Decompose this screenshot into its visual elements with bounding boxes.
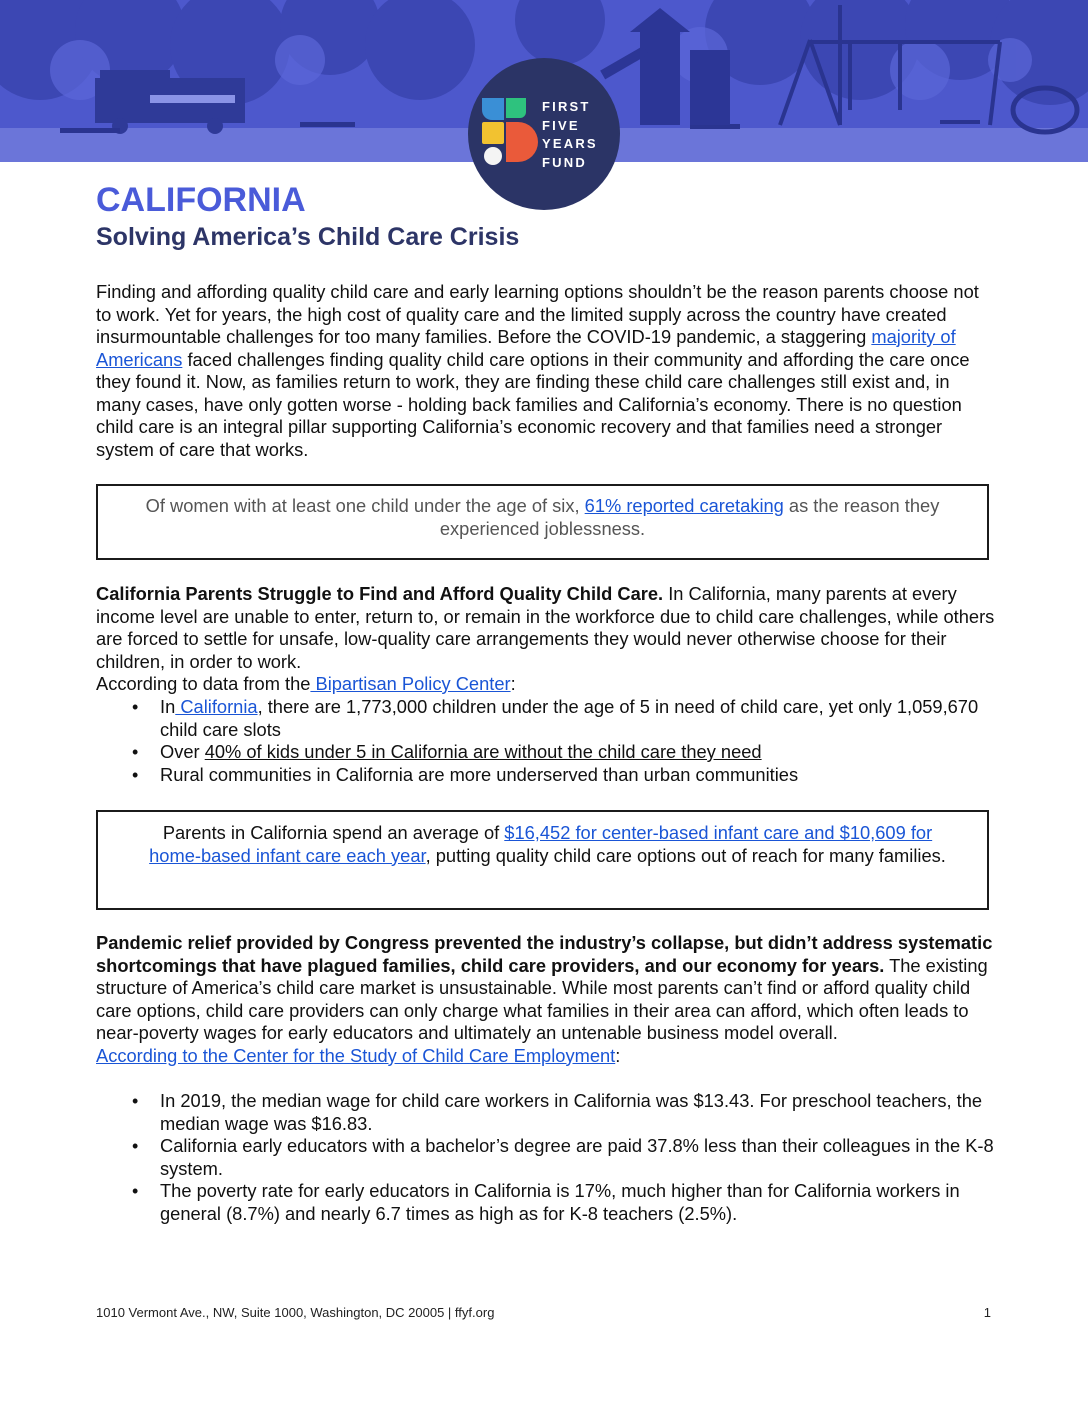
bipartisan-policy-center-link[interactable]: Bipartisan Policy Center <box>310 673 511 694</box>
bullet-icon: • <box>132 1136 139 1156</box>
footer-address: 1010 Vermont Ave., NW, Suite 1000, Washington, DC 20005 | ffyf.org <box>96 1305 495 1320</box>
bullet-icon: • <box>132 742 139 762</box>
page-number: 1 <box>983 1305 991 1320</box>
bullet-icon: • <box>132 764 139 785</box>
caretaking-stat-link[interactable]: 61% reported caretaking <box>584 495 784 516</box>
section-heading: Pandemic relief provided by Congress prevented the industry’s collapse, but didn’t address systematic shortcomings that have plagued families, child care providers, and our economy for years. <box>96 932 993 976</box>
infant-care-cost-link[interactable]: $16,452 for center-based infant care and $10,609 for home-based infant care each year <box>149 822 933 866</box>
bullet-icon: • <box>132 1181 139 1201</box>
page-title: CALIFORNIA <box>96 181 306 219</box>
logo-text: FIRST FIVE YEARS FUND <box>542 99 598 170</box>
majority-of-americans-link[interactable]: majority of Americans <box>96 326 956 370</box>
first-five-years-fund-logo <box>468 58 620 210</box>
pandemic-relief-paragraph: Pandemic relief provided by Congress prevented the industry’s collapse, but didn’t address systematic shortcomings that have plagued families, child care providers, and our economy for years. The existing structure of America’s child care market is unsustainable. While most parents can’t find or afford quality child care options, child care providers can only charge what families in their area can afford, which often leads to near-poverty wages for early educators and ultimately an untenable business model overall. According to the Center for the Study of Child Care Employment: <box>96 932 993 1066</box>
bullet-icon: • <box>132 697 139 717</box>
list-item: • The poverty rate for early educators in California is 17%, much higher than for California workers in general (8.7%) and nearly 6.7 times as high as for K-8 teachers (2.5%). <box>132 1180 960 1224</box>
list-item: • Over 40% of kids under 5 in California are without the child care they need <box>132 741 762 762</box>
list-item: • Rural communities in California are more underserved than urban communities <box>132 763 799 785</box>
list-item: • California early educators with a bachelor’s degree are paid 37.8% less than their colleagues in the K-8 system. <box>132 1135 994 1179</box>
page-subtitle: Solving America’s Child Care Crisis <box>96 223 520 251</box>
list-item: • In California, there are 1,773,000 children under the age of 5 in need of child care, yet only 1,059,670 child care slots <box>132 696 979 740</box>
kids-without-care-link[interactable]: 40% of kids under 5 in California are without the child care they need <box>204 741 762 762</box>
joblessness-callout: Of women with at least one child under the age of six, 61% reported caretaking as the reason they experienced joblessness. <box>96 484 989 560</box>
section-heading: California Parents Struggle to Find and Afford Quality Child Care. <box>96 583 664 604</box>
california-link[interactable]: California <box>175 696 258 717</box>
early-educator-wages-list <box>96 1090 996 1225</box>
cost-of-care-callout: Parents in California spend an average of $16,452 for center-based infant care and $10,609 for home-based infant care each year, putting quality child care options out of reach for many families. <box>96 810 989 910</box>
intro-paragraph: Finding and affording quality child care and early learning options shouldn’t be the reason parents choose not to work. Yet for years, the high cost of quality care and the limited supply across the country have created insurmountable challenges for too many families. Before the COVID-19 pandemic, a staggering majority of Americans faced challenges finding quality child care options in their community and affording the care once they found it. Now, as families return to work, they are finding these child care challenges still exist and, in many cases, have only gotten worse - holding back families and California’s economy. There is no question child care is an integral pillar supporting California’s economic recovery and that families need a stronger system of care that works. <box>96 281 979 460</box>
parents-struggle-paragraph: California Parents Struggle to Find and Afford Quality Child Care. In California, many parents at every income level are unable to enter, return to, or remain in the workforce due to child care challenges, while others are forced to settle for unsafe, low-quality care arrangements they would never otherwise choose for their children, in order to work. According to data from the Bipartisan Policy Center: <box>96 583 995 694</box>
california-stats-list <box>96 696 996 786</box>
page-footer <box>96 1305 991 1320</box>
bullet-icon: • <box>132 1091 139 1111</box>
cscce-link[interactable]: According to the Center for the Study of Child Care Employment <box>96 1044 616 1066</box>
list-item: • In 2019, the median wage for child care workers in California was $13.43. For preschool teachers, the median wage was $16.83. <box>132 1090 983 1134</box>
